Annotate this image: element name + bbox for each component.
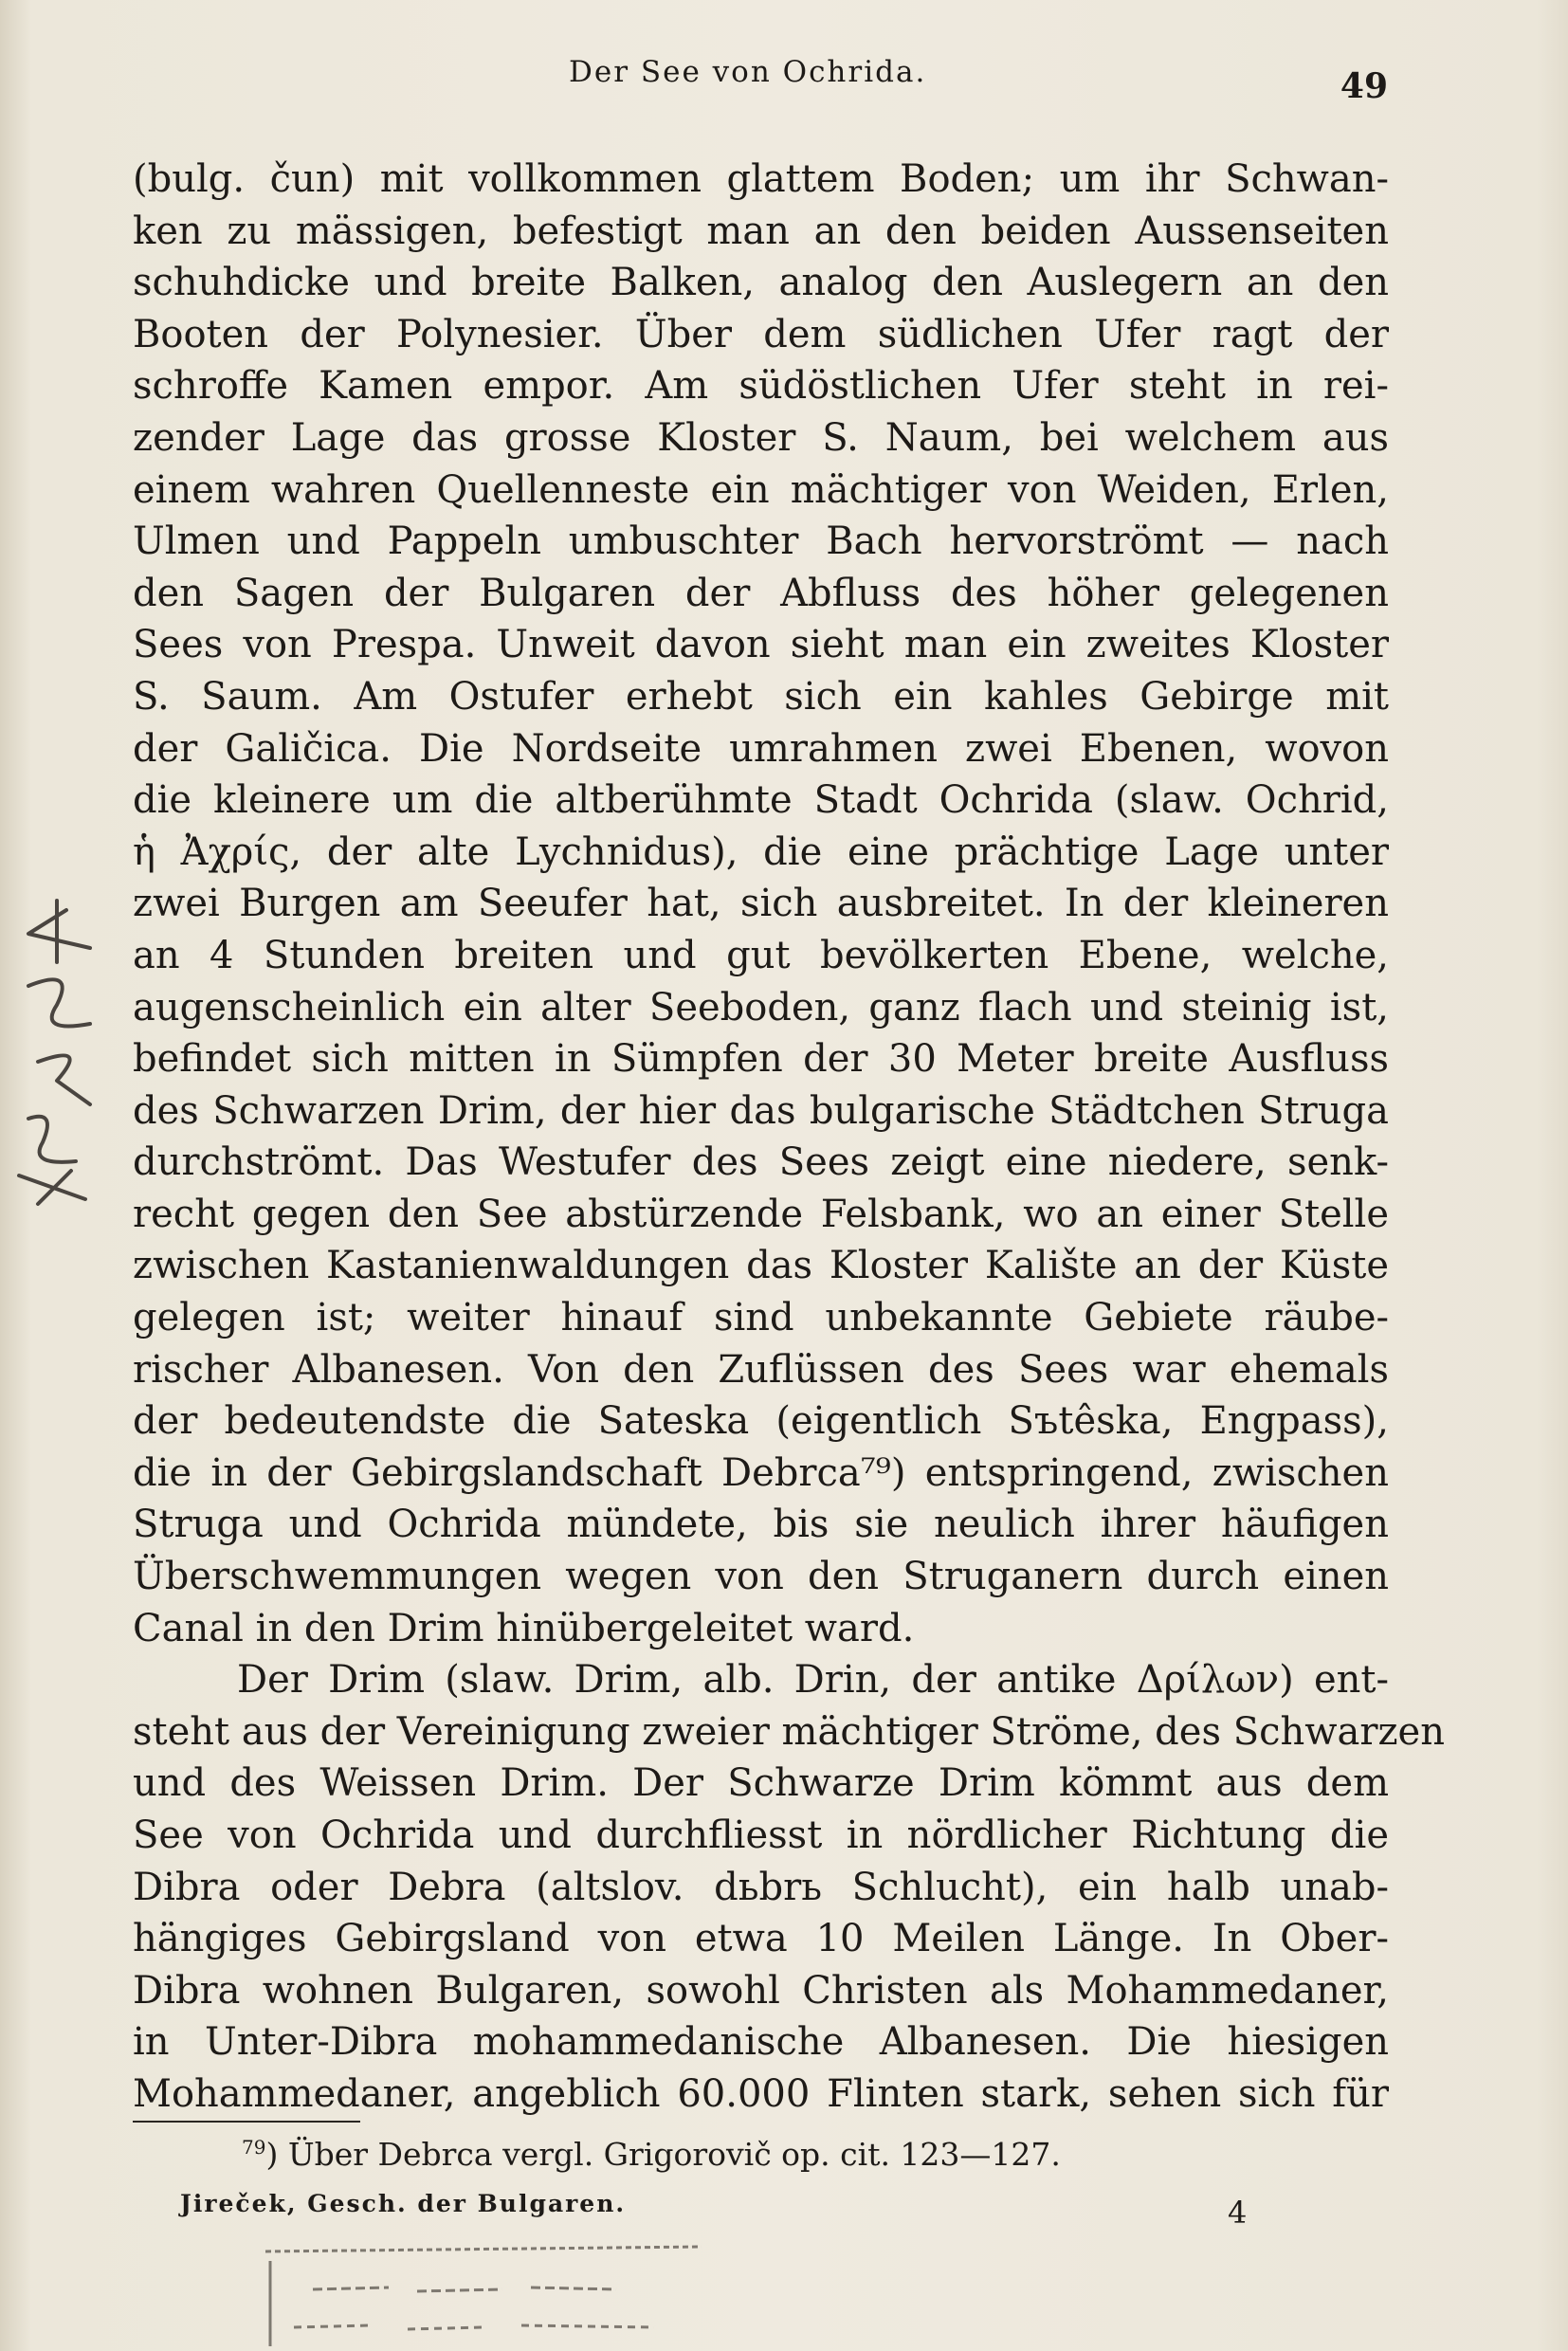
text-line: S. Saum. Am Ostufer erhebt sich ein kahles Gebirge mit — [133, 674, 1389, 719]
text-line: Überschwemmungen wegen von den Struganern durch einen — [133, 1555, 1389, 1599]
text-line: und des Weissen Drim. Der Schwarze Drim kömmt aus dem — [133, 1761, 1389, 1806]
text-line: in Unter-Dibra mohammedanische Albanesen. Die hiesigen — [133, 2020, 1389, 2065]
footnote — [242, 2136, 1061, 2173]
signature-line: Jireček, Gesch. der Bulgaren. — [180, 2190, 627, 2217]
page-number: 49 — [1340, 66, 1388, 106]
text-line: einem wahren Quellenneste ein mächtiger von Weiden, Erlen, — [133, 467, 1389, 512]
text-line: zender Lage das grosse Kloster S. Naum, bei welchem aus — [133, 415, 1389, 460]
text-line: der Galičica. Die Nordseite umrahmen zwei Ebenen, wovon — [133, 726, 1389, 771]
paragraph-end-line: Canal in den Drim hinübergeleitet ward. — [133, 1606, 915, 1650]
text-line: Ulmen und Pappeln umbuschter Bach hervorströmt — nach — [133, 519, 1389, 564]
text-line: hängiges Gebirgsland von etwa 10 Meilen Länge. In Ober- — [133, 1917, 1389, 1961]
text-line: die kleinere um die altberühmte Stadt Ochrida (slaw. Ochrid, — [133, 778, 1389, 823]
text-line: Dibra wohnen Bulgaren, sowohl Christen als Mohammedaner, — [133, 1968, 1389, 2013]
text-line: Booten der Polynesier. Über dem südlichen Ufer ragt der — [133, 312, 1389, 356]
footnote-marker: 79 — [242, 2136, 266, 2159]
paragraph-start-line: Der Drim (slaw. Drim, alb. Drin, der antike Δρίλων) ent- — [237, 1658, 1389, 1703]
text-line: zwei Burgen am Seeufer hat, sich ausbreitet. In der kleineren — [133, 882, 1389, 926]
text-line: Mohammedaner, angeblich 60.000 Flinten stark, sehen sich für — [133, 2071, 1389, 2116]
running-title: Der See von Ochrida. — [569, 55, 927, 89]
text-line: der bedeutendste die Sateska (eigentlich Sъtêska, Engpass), — [133, 1399, 1389, 1444]
handwritten-margin-note — [0, 891, 114, 1232]
text-line: See von Ochrida und durchfliesst in nördlicher Richtung die — [133, 1813, 1389, 1857]
text-line: ἡ Ἀχρίς, der alte Lychnidus), die eine prächtige Lage unter — [133, 829, 1389, 874]
text-line: schroffe Kamen empor. Am südöstlichen Ufer steht in rei- — [133, 364, 1389, 409]
text-line: rischer Albanesen. Von den Zuflüssen des Sees war ehemals — [133, 1347, 1389, 1392]
text-line: befindet sich mitten in Sümpfen der 30 Meter breite Ausfluss — [133, 1037, 1389, 1082]
text-line: den Sagen der Bulgaren der Abfluss des höher gelegenen — [133, 571, 1389, 615]
text-line: augenscheinlich ein alter Seeboden, ganz flach und steinig ist, — [133, 985, 1389, 1030]
text-line: (bulg. čun) mit vollkommen glattem Boden; um ihr Schwan- — [133, 157, 1389, 201]
text-line: gelegen ist; weiter hinauf sind unbekannte Gebiete räube- — [133, 1296, 1389, 1340]
text-line: durchströmt. Das Westufer des Sees zeigt eine niedere, senk- — [133, 1140, 1389, 1185]
text-line: recht gegen den See abstürzende Felsbank, wo an einer Stelle — [133, 1192, 1389, 1236]
footnote-rule — [133, 2121, 360, 2123]
text-line: zwischen Kastanienwaldungen das Kloster Kalište an der Küste — [133, 1244, 1389, 1288]
library-stamp — [256, 2233, 711, 2351]
text-line: Dibra oder Debra (altslov. dьbrь Schlucht), ein halb unab- — [133, 1865, 1389, 1909]
footnote-text: ) Über Debrca vergl. Grigorovič op. cit. 123—127. — [265, 2136, 1061, 2173]
text-line: des Schwarzen Drim, der hier das bulgarische Städtchen Struga — [133, 1088, 1389, 1133]
body-text — [133, 154, 1445, 2121]
text-line: Sees von Prespa. Unweit davon sieht man ein zweites Kloster — [133, 623, 1389, 667]
text-line: steht aus der Vereinigung zweier mächtiger Ströme, des Schwarzen — [133, 1709, 1445, 1754]
text-line: die in der Gebirgslandschaft Debrca⁷⁹) entspringend, zwischen — [133, 1450, 1389, 1495]
text-line: ken zu mässigen, befestigt man an den beiden Aussenseiten — [133, 209, 1389, 253]
text-line: schuhdicke und breite Balken, analog den Auslegern an den — [133, 261, 1389, 305]
sheet-number: 4 — [1228, 2195, 1248, 2231]
text-line: an 4 Stunden breiten und gut bevölkerten Ebene, welche, — [133, 933, 1389, 977]
text-line: Struga und Ochrida mündete, bis sie neulich ihrer häufigen — [133, 1503, 1389, 1547]
